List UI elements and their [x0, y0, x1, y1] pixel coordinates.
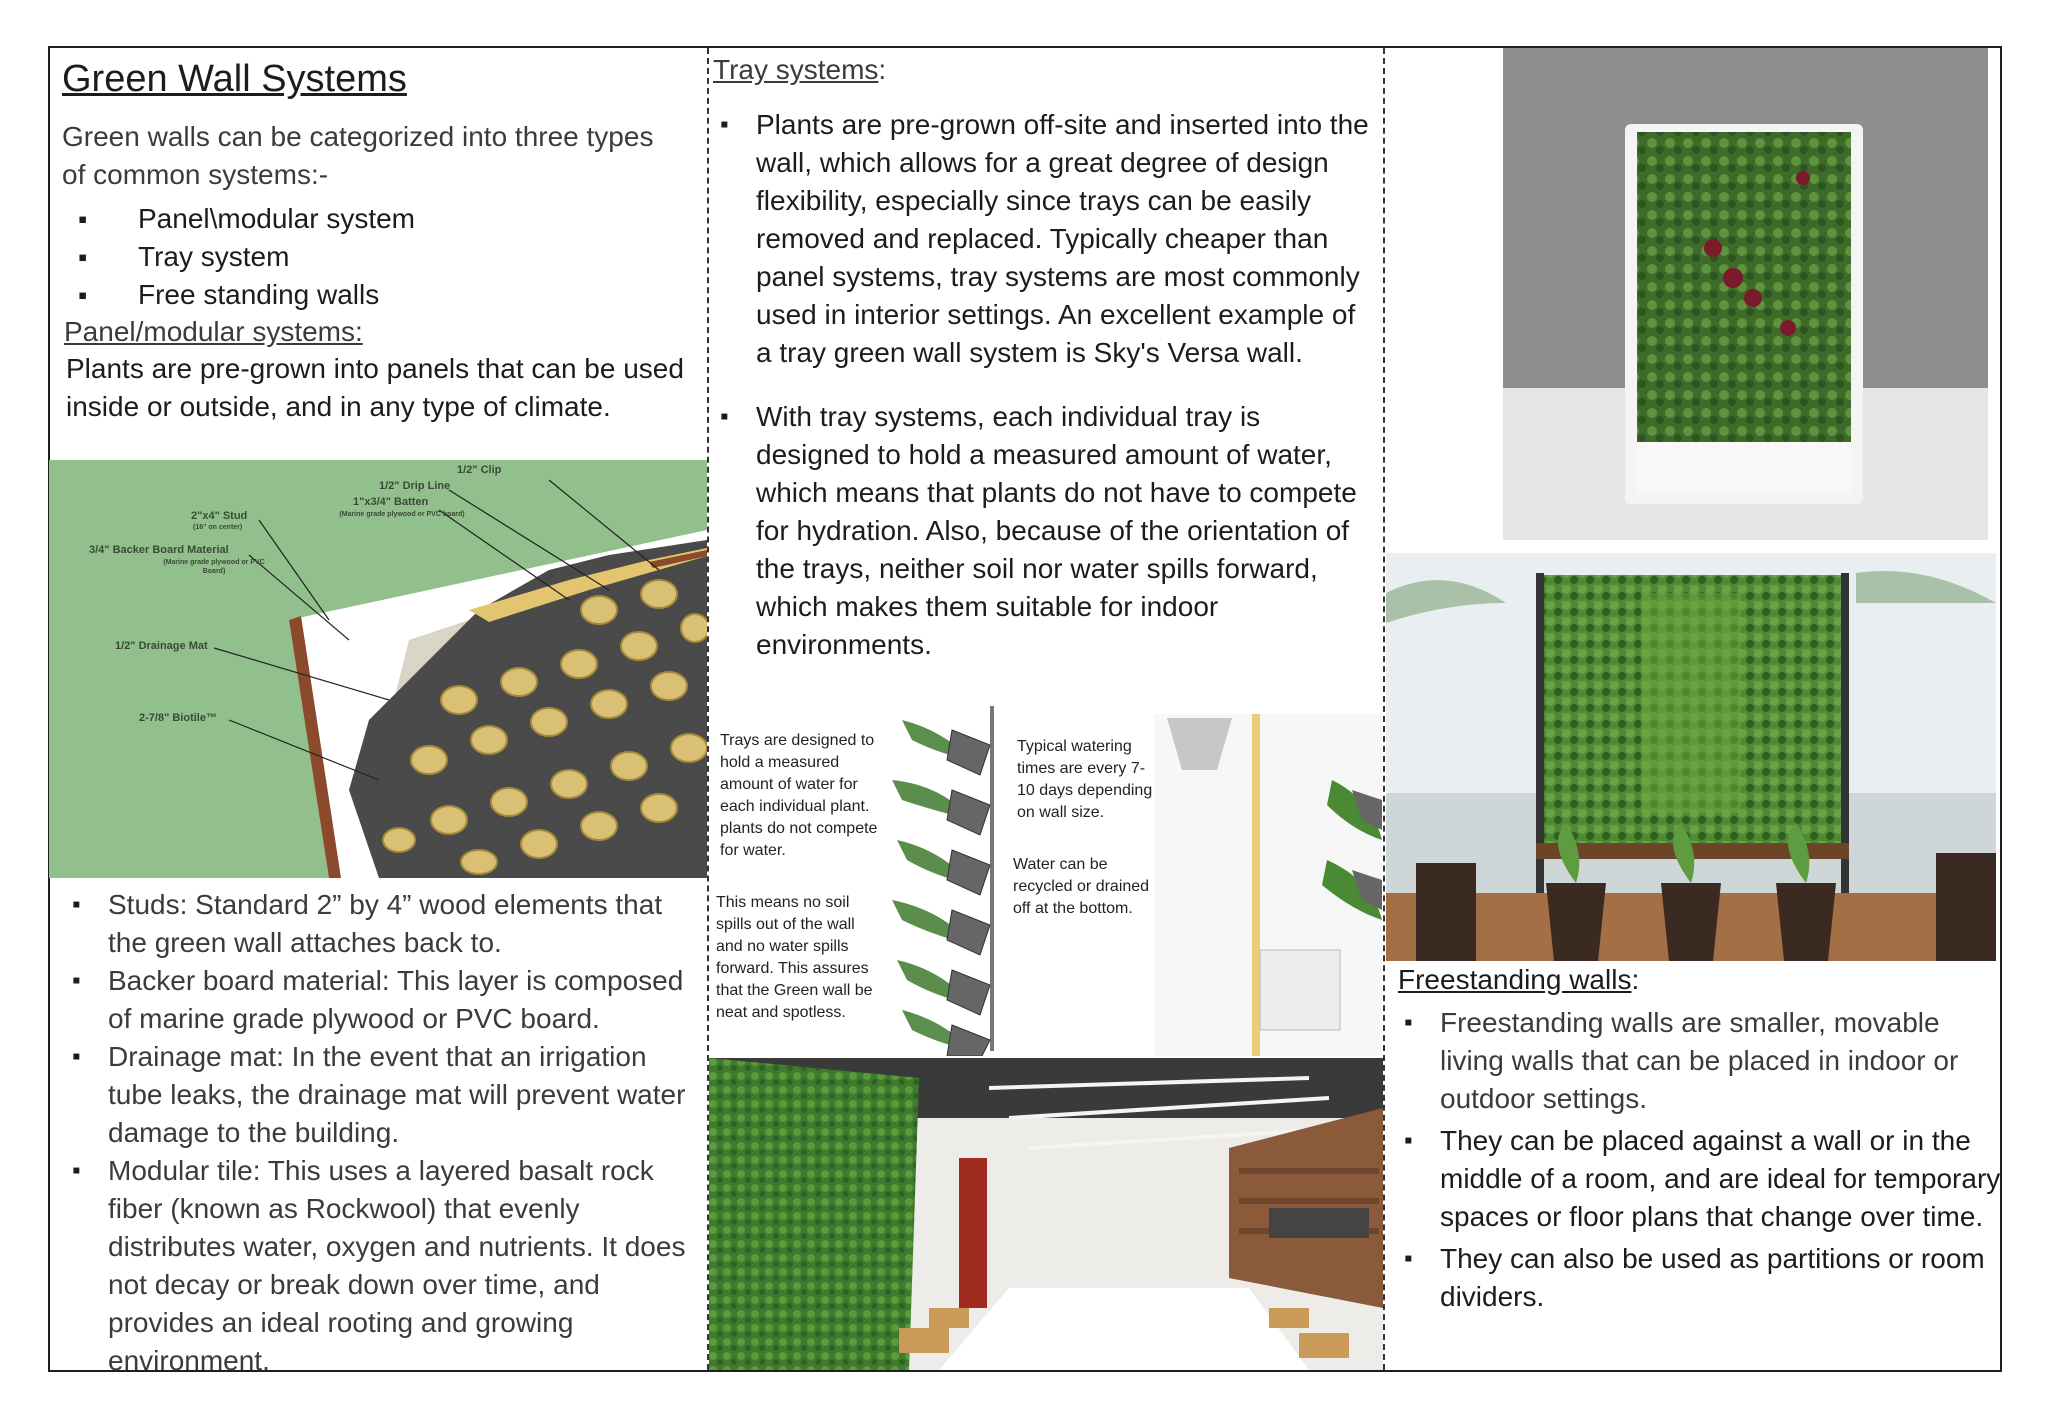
- panel-system-diagram: [49, 460, 707, 878]
- system-types-list: [78, 200, 415, 314]
- list-item: ▪ They can be placed against a wall or in the middle of a room, and are ideal for temporary spaces or floor plans that change over time.: [1404, 1122, 2004, 1236]
- tray-systems-heading: [713, 54, 886, 86]
- freestanding-wall-scene: [1386, 553, 1996, 961]
- list-item: ▪ Drainage mat: In the event that an irrigation tube leaks, the drainage mat will prevent water damage to the building.: [72, 1038, 704, 1152]
- diagram-label-batten-note: (Marine grade plywood or PVC board): [339, 511, 465, 518]
- list-item: ▪ Modular tile: This uses a layered basalt rock fiber (known as Rockwool) that evenly distributes water, oxygen and nutrients. It does not decay or break down over time, and provides an ideal rooting and growing environment.: [72, 1152, 704, 1380]
- page-title: Green Wall Systems: [62, 58, 407, 100]
- intro-text: Green walls can be categorized into three types of common systems:-: [62, 121, 654, 190]
- panel-systems-heading: Panel/modular systems:: [64, 316, 363, 347]
- list-item: ▪ Studs: Standard 2” by 4” wood elements that the green wall attaches back to.: [72, 886, 704, 962]
- tray-note-water: Trays are designed to hold a measured amount of water for each individual plant. plants do not compete for water.: [720, 732, 878, 859]
- list-item: ▪ Freestanding walls are smaller, movable living walls that can be placed in indoor or outdoor settings.: [1404, 1004, 2004, 1118]
- diagram-label-backer: 3/4" Backer Board Material: [89, 544, 229, 556]
- freestanding-heading-colon: :: [1631, 964, 1640, 995]
- list-item: ▪ With tray systems, each individual tray is designed to hold a measured amount of water, which means that plants do not have to compete for hydration. Also, because of the orientation of the trays, neither soil nor water spills forward, which makes them suitable for indoor environments.: [720, 398, 1370, 664]
- diagram-label-batten: 1"x3/4" Batten: [353, 496, 429, 508]
- diagram-label-stud: 2"x4" Stud: [191, 510, 248, 522]
- freestanding-wall-photo: [1386, 553, 1996, 961]
- interior-green-wall-photo: [709, 1058, 1383, 1370]
- diagram-label-mat: 1/2" Drainage Mat: [115, 640, 208, 652]
- tray-note-recycled: Water can be recycled or drained off at the bottom.: [1013, 856, 1150, 917]
- list-item: ▪ They can also be used as partitions or room dividers.: [1404, 1240, 2004, 1316]
- diagram-label-stud-note: (16" on center): [193, 524, 243, 531]
- tray-heading-text: Tray systems: [713, 54, 879, 85]
- trays: [947, 730, 990, 1056]
- tray-note-watering: Typical watering times are every 7-10 days depending on wall size.: [1017, 738, 1153, 821]
- list-item: ▪ Free standing walls: [78, 276, 415, 314]
- tray-wall-unit-photo: [1503, 48, 1988, 540]
- list-item: ▪ Plants are pre-grown off-site and inserted into the wall, which allows for a great degree of design flexibility, especially since trays can be easily removed and replaced. Typically cheaper than panel systems, tray systems are most commonly used in interior settings. An excellent example of a tray green wall system is Sky's Versa wall.: [720, 106, 1370, 372]
- tray-heading-colon: :: [878, 54, 887, 85]
- diagram-label-clip: 1/2" Clip: [457, 464, 502, 476]
- diagram-label-backer-note: (Marine grade plywood or PVC Board): [163, 559, 265, 575]
- list-item: ▪ Tray system: [78, 238, 415, 276]
- tray-systems-list: [720, 106, 1370, 664]
- tray-wall-unit: [1503, 48, 1988, 540]
- panel-systems-text: Plants are pre-grown into panels that can be used inside or outside, and in any type of climate.: [66, 353, 684, 422]
- freestanding-list: [1404, 1004, 2004, 1316]
- list-item: ▪ Backer board material: This layer is composed of marine grade plywood or PVC board.: [72, 962, 704, 1038]
- interior-scene: [709, 1058, 1383, 1370]
- diagram-label-drip: 1/2" Drip Line: [379, 480, 451, 492]
- panel-layers-illustration: [49, 460, 707, 878]
- freestanding-heading: [1398, 964, 1639, 996]
- panel-components-list: [72, 886, 704, 1380]
- tray-note-no-soil: This means no soil spills out of the wall and no water spills forward. This assures that the Green wall be neat and spotless.: [716, 894, 873, 1021]
- diagram-label-biotile: 2-7/8" Biotile™: [139, 712, 217, 724]
- column-divider-right: [1383, 48, 1385, 1370]
- list-item: ▪ Panel\modular system: [78, 200, 415, 238]
- freestanding-heading-text: Freestanding walls: [1398, 964, 1632, 995]
- tray-system-diagram: [712, 700, 1382, 1056]
